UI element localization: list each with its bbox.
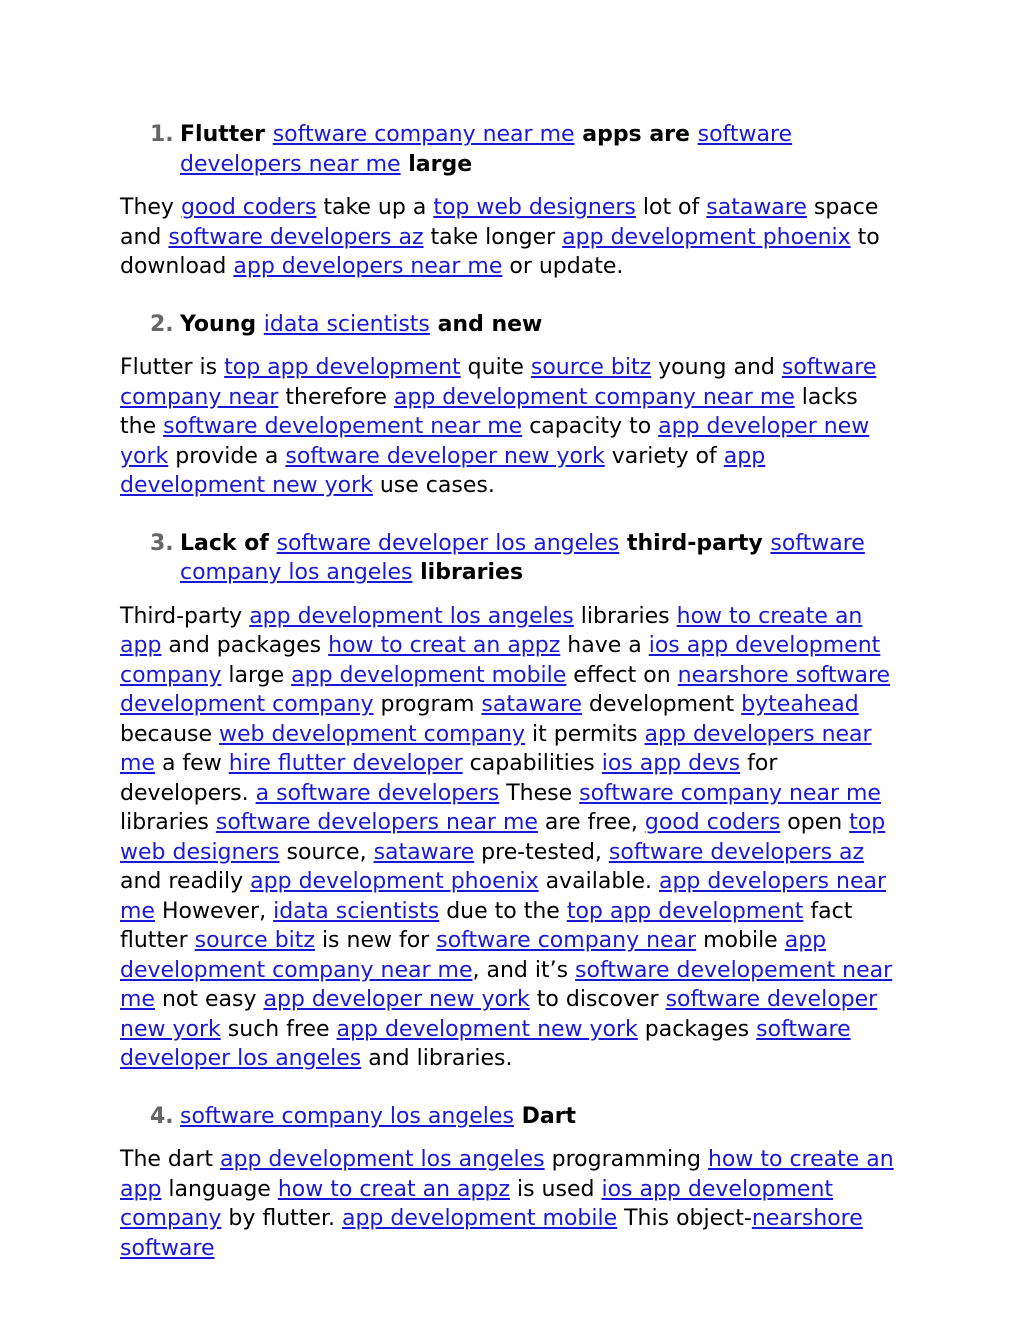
plain-text: libraries bbox=[573, 603, 677, 629]
text-link[interactable]: app developers near me bbox=[120, 721, 872, 776]
plain-text: because bbox=[120, 721, 220, 747]
plain-text: However, bbox=[154, 898, 274, 924]
bold-text: third-party bbox=[626, 530, 763, 556]
plain-text: such free bbox=[220, 1016, 337, 1042]
plain-text: variety of bbox=[604, 443, 724, 469]
plain-text: source, bbox=[279, 839, 374, 865]
plain-text: lacks the bbox=[120, 384, 858, 439]
plain-text: mobile bbox=[696, 928, 785, 953]
section-heading bbox=[120, 1102, 900, 1132]
text-link[interactable]: software company near bbox=[120, 355, 877, 410]
plain-text: is new for bbox=[314, 928, 437, 953]
plain-text: to discover bbox=[529, 987, 666, 1012]
text-link[interactable]: app developers near me bbox=[120, 869, 887, 924]
plain-text: development bbox=[582, 692, 742, 717]
plain-text: or update. bbox=[502, 254, 624, 279]
text-link[interactable]: software developer los angeles bbox=[120, 1016, 851, 1071]
plain-text: and readily bbox=[120, 869, 251, 894]
plain-text: and packages bbox=[161, 633, 329, 658]
text-link[interactable]: web development company bbox=[219, 721, 526, 747]
plain-text: libraries bbox=[120, 810, 216, 835]
bold-text: libraries bbox=[420, 560, 524, 585]
text-link[interactable]: app developers near me bbox=[233, 254, 503, 279]
document bbox=[120, 120, 900, 1291]
text-link[interactable]: software company los angeles bbox=[180, 1103, 514, 1129]
bold-text: large bbox=[408, 151, 473, 177]
text-link[interactable]: top app development bbox=[566, 898, 804, 924]
section bbox=[120, 120, 900, 282]
plain-text: it permits bbox=[525, 721, 645, 747]
plain-text: effect on bbox=[566, 662, 678, 688]
bold-text: Young bbox=[180, 311, 257, 337]
plain-text bbox=[256, 312, 264, 337]
plain-text: a few bbox=[154, 751, 229, 776]
plain-text bbox=[430, 312, 438, 337]
text-link[interactable]: app development mobile bbox=[341, 1206, 618, 1231]
plain-text: use cases. bbox=[372, 473, 495, 498]
text-link[interactable]: software company los angeles bbox=[180, 530, 865, 585]
text-link[interactable]: software developers near me bbox=[215, 810, 538, 835]
section bbox=[120, 310, 900, 501]
plain-text: program bbox=[373, 692, 482, 717]
plain-text: capacity to bbox=[522, 414, 659, 439]
bold-text: and new bbox=[437, 311, 543, 337]
text-link[interactable]: byteahead bbox=[741, 692, 859, 717]
text-link[interactable]: top web designers bbox=[433, 195, 636, 220]
text-link[interactable]: app development phoenix bbox=[250, 869, 539, 894]
text-link[interactable]: sataware bbox=[706, 195, 807, 220]
section-paragraph bbox=[120, 193, 900, 282]
plain-text: and libraries. bbox=[361, 1046, 513, 1071]
bold-text: Dart bbox=[521, 1103, 577, 1129]
text-link[interactable]: hire flutter developer bbox=[228, 751, 463, 776]
text-link[interactable]: nearshore software bbox=[120, 1206, 863, 1261]
list-number: 2. bbox=[150, 311, 174, 337]
text-link[interactable]: a software developers bbox=[255, 780, 500, 806]
section bbox=[120, 529, 900, 1074]
plain-text: large bbox=[221, 662, 292, 688]
plain-text: take up a bbox=[316, 195, 434, 220]
text-link[interactable]: software developement near me bbox=[163, 414, 523, 439]
text-link[interactable]: ios app development company bbox=[120, 1176, 834, 1231]
text-link[interactable]: idata scientists bbox=[273, 898, 440, 924]
plain-text bbox=[619, 531, 627, 556]
text-link[interactable]: app developer new york bbox=[120, 414, 870, 469]
text-link[interactable]: software company near bbox=[436, 928, 697, 953]
plain-text: open bbox=[780, 810, 850, 835]
plain-text: for developers. bbox=[120, 751, 778, 806]
plain-text bbox=[690, 122, 698, 147]
plain-text: This object- bbox=[617, 1206, 752, 1231]
text-link[interactable]: nearshore software development company bbox=[120, 662, 891, 717]
plain-text: quite bbox=[460, 355, 531, 380]
plain-text: therefore bbox=[278, 384, 394, 410]
text-link[interactable]: ios app devs bbox=[601, 751, 741, 776]
plain-text bbox=[269, 531, 277, 556]
text-link[interactable]: app development new york bbox=[120, 443, 766, 498]
plain-text: is used bbox=[509, 1176, 602, 1202]
list-number: 1. bbox=[150, 122, 174, 147]
bold-text: Lack of bbox=[180, 530, 269, 556]
section-heading bbox=[120, 310, 900, 340]
plain-text: have a bbox=[560, 633, 649, 658]
plain-text: programming bbox=[544, 1147, 708, 1172]
text-link[interactable]: good coders bbox=[644, 810, 781, 835]
text-link[interactable]: app developer new york bbox=[263, 987, 530, 1012]
plain-text: not easy bbox=[154, 987, 264, 1012]
plain-text: packages bbox=[637, 1016, 757, 1042]
bold-text: apps are bbox=[582, 122, 690, 147]
text-link[interactable]: app development new york bbox=[336, 1016, 638, 1042]
text-link[interactable]: app development los angeles bbox=[249, 603, 574, 629]
text-link[interactable]: software company near me bbox=[272, 122, 575, 147]
text-link[interactable]: source bitz bbox=[530, 355, 652, 380]
text-link[interactable]: sataware bbox=[481, 692, 583, 717]
plain-text: Flutter is bbox=[120, 355, 225, 380]
text-link[interactable]: app development los angeles bbox=[220, 1147, 545, 1172]
list-number: 4. bbox=[150, 1103, 174, 1129]
plain-text: lot of bbox=[635, 195, 707, 220]
plain-text: fact flutter bbox=[120, 898, 853, 953]
plain-text bbox=[265, 122, 273, 147]
text-link[interactable]: software developers near me bbox=[180, 122, 793, 177]
text-link[interactable]: how to creat an appz bbox=[328, 633, 561, 658]
text-link[interactable]: software developement near me bbox=[120, 957, 893, 1012]
text-link[interactable]: app development company near me bbox=[393, 384, 795, 410]
text-link[interactable]: how to create an app bbox=[120, 1147, 894, 1202]
text-link[interactable]: how to create an app bbox=[120, 603, 863, 658]
text-link[interactable]: software company near me bbox=[579, 780, 881, 806]
text-link[interactable]: software developers az bbox=[608, 839, 865, 865]
section-heading bbox=[120, 120, 900, 179]
section-paragraph bbox=[120, 602, 900, 1074]
text-link[interactable]: top app development bbox=[224, 355, 461, 380]
bold-text: Flutter bbox=[180, 122, 266, 147]
section-paragraph bbox=[120, 1145, 900, 1263]
text-link[interactable]: how to creat an appz bbox=[277, 1176, 510, 1202]
text-link[interactable]: app development phoenix bbox=[562, 224, 851, 250]
text-link[interactable]: app development mobile bbox=[291, 662, 567, 688]
list-number: 3. bbox=[150, 530, 174, 556]
section bbox=[120, 1102, 900, 1264]
plain-text bbox=[514, 1104, 522, 1129]
text-link[interactable]: sataware bbox=[373, 839, 475, 865]
plain-text: , and it’s bbox=[472, 957, 576, 983]
plain-text: available. bbox=[538, 869, 659, 894]
plain-text: young and bbox=[651, 355, 782, 380]
section-paragraph bbox=[120, 353, 900, 501]
text-link[interactable]: software developers az bbox=[168, 224, 424, 250]
plain-text: space and bbox=[120, 195, 879, 250]
text-link[interactable]: app development company near me bbox=[120, 928, 827, 983]
plain-text: provide a bbox=[168, 443, 286, 469]
plain-text: The dart bbox=[120, 1147, 221, 1172]
text-link[interactable]: software developer new york bbox=[285, 443, 605, 469]
text-link[interactable]: good coders bbox=[180, 195, 317, 220]
plain-text: capabilities bbox=[462, 751, 602, 776]
plain-text: language bbox=[161, 1176, 278, 1202]
plain-text: Third-party bbox=[120, 603, 250, 629]
plain-text: These bbox=[499, 780, 580, 806]
plain-text bbox=[412, 560, 420, 585]
section-heading bbox=[120, 529, 900, 588]
text-link[interactable]: idata scientists bbox=[263, 311, 430, 337]
text-link[interactable]: software developer new york bbox=[120, 987, 878, 1042]
plain-text: by flutter. bbox=[221, 1206, 342, 1231]
text-link[interactable]: software developer los angeles bbox=[276, 530, 620, 556]
plain-text: are free, bbox=[537, 810, 645, 835]
text-link[interactable]: top web designers bbox=[120, 810, 886, 865]
plain-text: take longer bbox=[423, 224, 563, 250]
plain-text: pre-tested, bbox=[474, 839, 609, 865]
plain-text: to download bbox=[120, 224, 880, 279]
text-link[interactable]: source bitz bbox=[194, 928, 315, 953]
plain-text: due to the bbox=[439, 898, 567, 924]
plain-text: They bbox=[120, 195, 181, 220]
text-link[interactable]: ios app development company bbox=[120, 633, 881, 688]
